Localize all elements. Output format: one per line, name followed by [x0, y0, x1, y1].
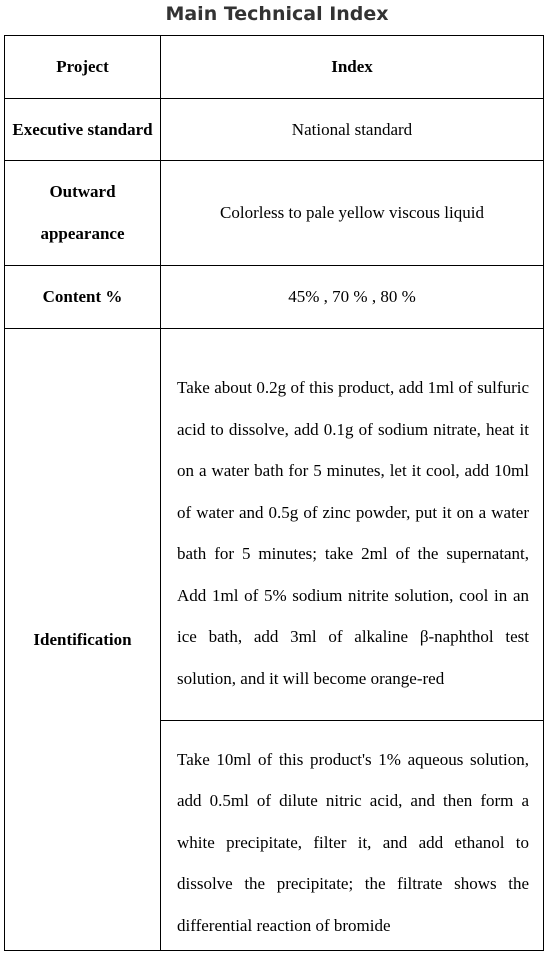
table-header-row	[5, 36, 544, 99]
page-title: Main Technical Index	[165, 3, 389, 25]
identification-method-1	[161, 329, 544, 721]
technical-index-table	[4, 35, 544, 951]
identification-text: Take 10ml of this product's 1% aqueous solution, add 0.5ml of dilute nitric acid, and then form a white precipitate, filter it, and add ethanol to dissolve the precipitate; the filtrate shows the differential reaction of bromide	[177, 749, 529, 935]
table-row	[5, 99, 544, 161]
row-label: Executive standard	[5, 99, 161, 161]
row-label: Identification	[5, 329, 161, 951]
column-header-index: Index	[161, 36, 544, 99]
identification-method-2	[161, 721, 544, 951]
row-label: Outward appearance	[5, 161, 161, 266]
table-row	[5, 161, 544, 266]
row-value: 45% , 70 % , 80 %	[161, 266, 544, 329]
table-row	[5, 329, 544, 721]
row-value: Colorless to pale yellow viscous liquid	[161, 161, 544, 266]
identification-text: Take about 0.2g of this product, add 1ml of sulfuric acid to dissolve, add 0.1g of sodium nitrate, heat it on a water bath for 5 minutes, let it cool, add 10ml of water and 0.5g of zinc powder, put it on a water bath for 5 minutes; take 2ml of the supernatant, Add 1ml of 5% sodium nitrite solution, cool in an ice bath, add 3ml of alkaline β-naphthol test solution, and it will become orange-red	[177, 378, 529, 688]
table-row	[5, 266, 544, 329]
column-header-project: Project	[5, 36, 161, 99]
row-label: Content %	[5, 266, 161, 329]
row-value: National standard	[161, 99, 544, 161]
